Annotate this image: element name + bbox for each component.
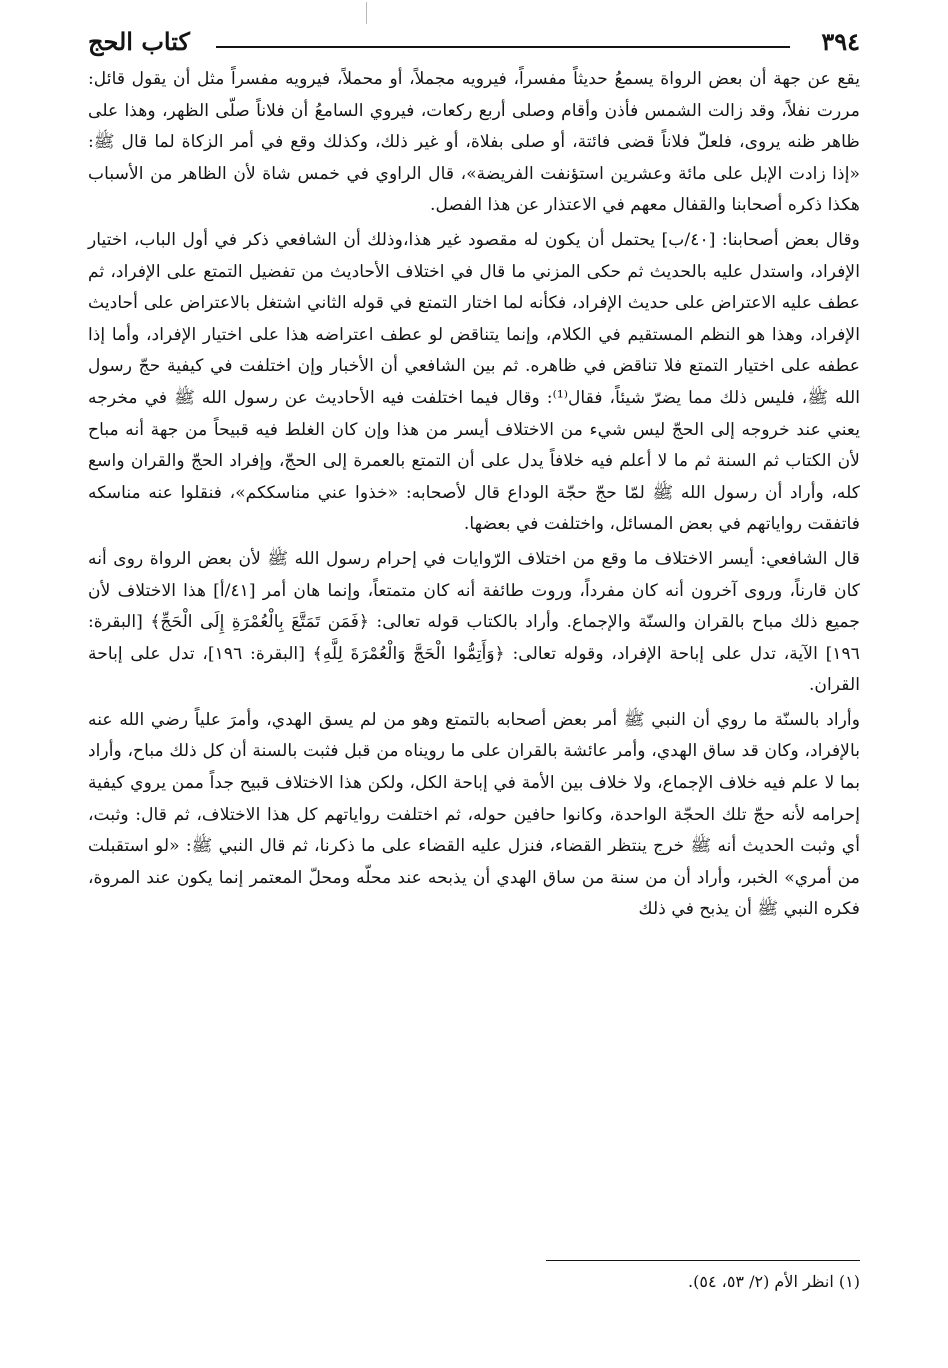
footnote: (١) انظر الأم (٢/ ٥٣، ٥٤).: [688, 1272, 860, 1291]
book-page: [88, 22, 860, 1352]
page-number: ٣٩٤: [821, 27, 860, 56]
paragraph-3: قال الشافعي: أيسر الاختلاف ما وقع من اختلاف الرّوايات في إحرام رسول الله ﷺ لأن بعض الرواة روى أنه كان قارناً، وروى آخرون أنه كان مفرداً، وروت طائفة أنه كان متمتعاً، وإنما هان أمر [٤١/أ] هذا الاختلاف لأن جميع ذلك مباح بالقران والسنّة والإجماع. وأراد بالكتاب قوله تعالى: ﴿فَمَن تَمَتَّعَ بِالْعُمْرَةِ إِلَى الْحَجِّ﴾ [البقرة: ١٩٦] الآية، تدل على إباحة الإفراد، وقوله تعالى: ﴿وَأَتِمُّوا الْحَجَّ وَالْعُمْرَةَ لِلَّهِ﴾ [البقرة: ١٩٦]، تدل على إباحة القران.: [88, 548, 860, 696]
paragraph-1: يقع عن جهة أن بعض الرواة يسمعُ حديثاً مفسراً، فيرويه مجملاً، أو محملاً، فيرويه مفسراً مثل أن يقول قائل: مررت نفلاً، وقد زالت الشمس فأذن وأقام وصلى أربع ركعات، فيروي السامعُ أن فلاناً صلّى الظهر، وهذا على ظاهر ظنه يروى، فلعلّ فلاناً قضى فائتة، أو صلى بفلاة، أو غير ذلك، وكذلك وقع في أمر الزكاة لما قال ﷺ: «إذا زادت الإبل على مائة وعشرين استؤنفت الفريضة»، قال الراوي في خمس شاة لأن الظاهر من الأسباب هكذا ذكره أصحابنا والقفال معهم في الاعتذار عن هذا الفصل.: [88, 69, 860, 216]
main-text: [88, 64, 860, 926]
running-title: كتاب الحج: [88, 27, 190, 56]
page-header: [88, 22, 860, 62]
paragraph-2: وقال بعض أصحابنا: [٤٠/ب] يحتمل أن يكون له مقصود غير هذا،وذلك أن الشافعي ذكر في أول الباب، اختيار الإفراد، واستدل عليه بالحديث ثم حكى المزني ما قال في اختلاف الأحاديث من تفضيل التمتع على الإفراد، ثم عطف عليه الاعتراض على حديث الإفراد، فكأنه لما اختار التمتع في قوله الثاني اشتغل بالاعتراض على أحاديث الإفراد، وهذا هو النظم المستقيم في الكلام، وإنما يتناقض لو عطف اعتراضه هذا على اختيار الإفراد، وأما إذا عطفه على اختيار التمتع فلا تناقض في ظاهره. ثم بين الشافعي أن الأخبار وإن اختلفت في كيفية حجّ رسول الله ﷺ، فليس ذلك مما يضرّ شيئاً، فقال⁽¹⁾: وقال فيما اختلفت فيه الأحاديث عن رسول الله ﷺ في مخرجه يعني عند خروجه إلى الحجّ ليس شيء من الاختلاف أيسر من هذا وإن كان الغلط فيه قبيحاً من جهة أنه مباح لأن الكتاب ثم السنة ثم ما لا أعلم فيه خلافاً يدل على أن التمتع بالعمرة إلى الحجّ، وإفراد الحجّ والقران واسع كله، وأراد أن رسول الله ﷺ لمّا حجّ حجّة الوداع قال لأصحابه: «خذوا عني مناسككم»، فنقلوا عنه مناسكه فاتفقت رواياتهم في بعض المسائل، واختلفت في بعضها.: [88, 229, 860, 535]
header-rule: [216, 46, 790, 48]
footnote-rule: [546, 1260, 860, 1261]
paragraph-4: وأراد بالسنّة ما روي أن النبي ﷺ أمر بعض أصحابه بالتمتع وهو من لم يسق الهدي، وأمرَ علياً رضي الله عنه بالإفراد، وكان قد ساق الهدي، وأمر عائشة بالقران على ما رويناه من قبل فثبت بالسنة أن كل ذلك مباح، وأراد بما لا علم فيه خلاف الإجماع، ولا خلاف بين الأمة في إباحة الكل، ولكن هذا الاختلاف قبيح جداً ممن يروي كيفية إحرامه لأنه حجّ تلك الحجّة الواحدة، وكانوا حافين حوله، ثم اختلفت رواياتهم كل هذا الاختلاف، ثم قال: وثبت، أي وثبت الحديث أنه ﷺ خرج ينتظر القضاء، فنزل عليه القضاء على ما ذكرنا، ثم قال النبي ﷺ: «لو استقبلت من أمري» الخبر، وأراد أن من سنة من ساق الهدي أن يذبحه عند محلّه ومحلّ المعتمر إنما يكون عند المروة، فكره النبي ﷺ أن يذبح في ذلك: [88, 709, 860, 920]
margin-pencil-mark: [366, 2, 367, 24]
